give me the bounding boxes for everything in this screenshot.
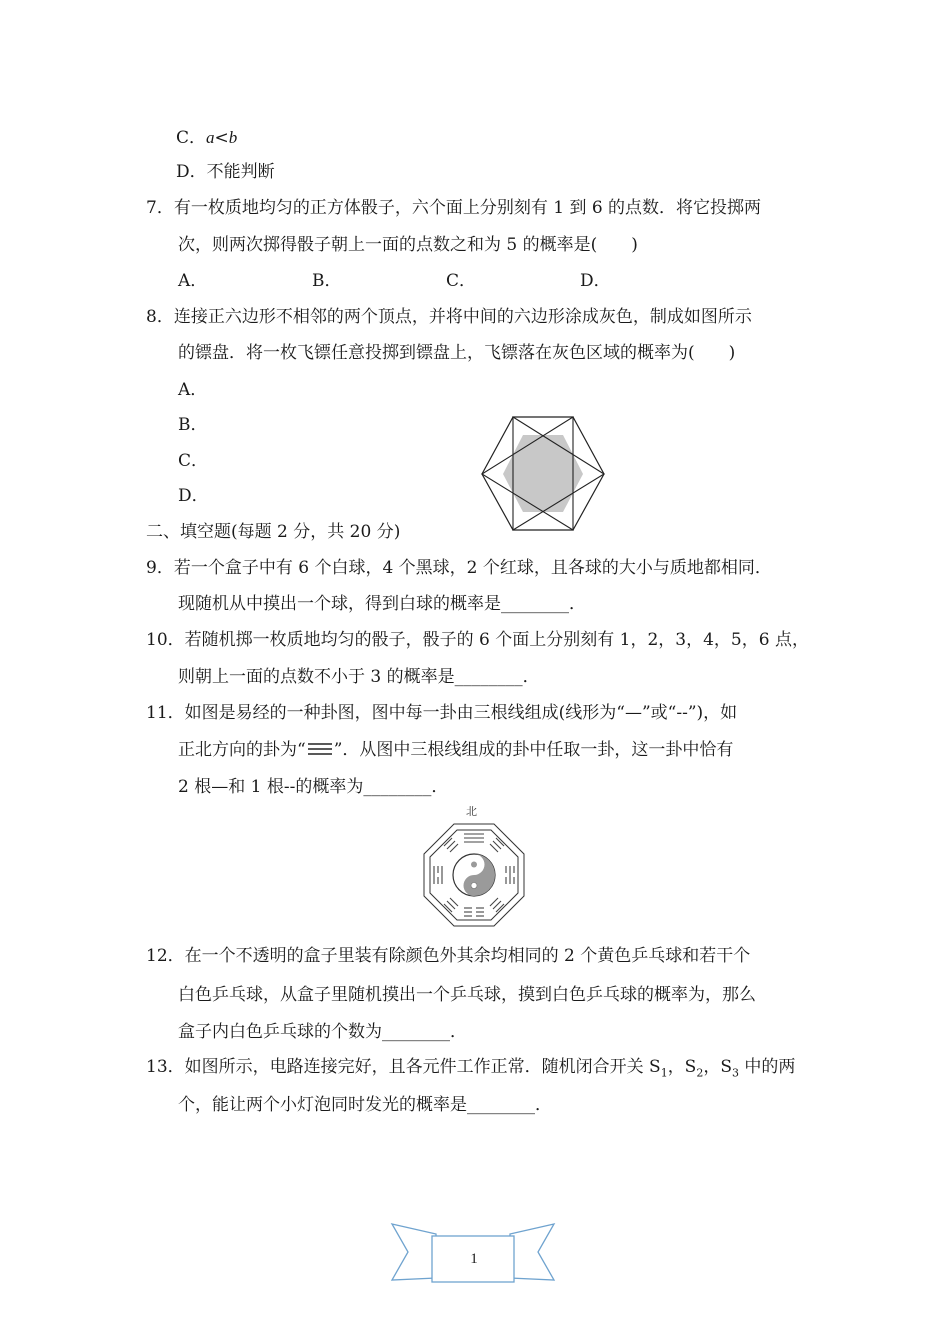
q10-text-line1: 10．若随机掷一枚质地均匀的骰子，骰子的 6 个面上分别刻有 1，2，3，4，5，6 点， [146, 630, 809, 650]
q11-text-line1: 11．如图是易经的一种卦图，图中每一卦由三根线组成(线形为“—”或“--”)，如 [146, 703, 738, 723]
q7-option-a: A． [178, 271, 208, 291]
q7-text-line2: 次，则两次掷得骰子朝上一面的点数之和为 5 的概率是( ) [178, 235, 638, 255]
q7-option-b: B． [312, 271, 342, 291]
q8-option-c: C． [178, 451, 209, 471]
north-label: 北 [466, 805, 477, 818]
q12-text-line1: 12．在一个不透明的盒子里装有除颜色外其余均相同的 2 个黄色乒乓球和若干个 [146, 946, 751, 966]
q6-option-d: D．不能判断 [176, 162, 275, 182]
yin-yang-icon [453, 854, 495, 896]
q8-option-a: A． [178, 380, 208, 400]
q7-option-d: D． [580, 271, 611, 291]
q8-text-line1: 8．连接正六边形不相邻的两个顶点，并将中间的六边形涂成灰色，制成如图所示 [146, 307, 752, 327]
q11-text-line3: 2 根—和 1 根--的概率为________． [178, 777, 449, 797]
q12-text-line3: 盒子内白色乒乓球的个数为________． [178, 1022, 467, 1042]
qian-trigram-icon [306, 741, 334, 757]
bagua-figure [422, 822, 526, 928]
q7-text-line1: 7．有一枚质地均匀的正方体骰子，六个面上分别刻有 1 到 6 的点数．将它投掷两 [146, 198, 762, 218]
q11-text-line2: 正北方向的卦为“ ”．从图中三根线组成的卦中任取一卦，这一卦中恰有 [178, 740, 734, 760]
q13-text-line2: 个，能让两个小灯泡同时发光的概率是________． [178, 1095, 552, 1115]
gray-inner-hexagon [503, 435, 583, 512]
q10-text-line2: 则朝上一面的点数不小于 3 的概率是________． [178, 667, 540, 687]
q6-option-c: C．a<b [176, 128, 238, 148]
q8-option-d: D． [178, 486, 209, 506]
q12-text-line2: 白色乒乓球，从盒子里随机摸出一个乒乓球，摸到白色乒乓球的概率为，那么 [178, 985, 756, 1005]
hexagon-dartboard-figure [476, 415, 610, 533]
q9-text-line1: 9．若一个盒子中有 6 个白球，4 个黑球，2 个红球，且各球的大小与质地都相同． [146, 558, 772, 578]
q8-text-line2: 的镖盘．将一枚飞镖任意投掷到镖盘上，飞镖落在灰色区域的概率为( ) [178, 343, 736, 363]
q7-option-c: C． [446, 271, 477, 291]
q13-text-line1: 13．如图所示，电路连接完好，且各元件工作正常．随机闭合开关 $S_1$，$S_2$，$S_3$ 中的两 [146, 1057, 796, 1080]
q8-option-b: B． [178, 415, 208, 435]
section2-title: 二、填空题(每题 2 分，共 20 分) [146, 522, 401, 542]
q9-text-line2: 现随机从中摸出一个球，得到白球的概率是________． [178, 594, 586, 614]
page-number: 1 [470, 1251, 478, 1267]
